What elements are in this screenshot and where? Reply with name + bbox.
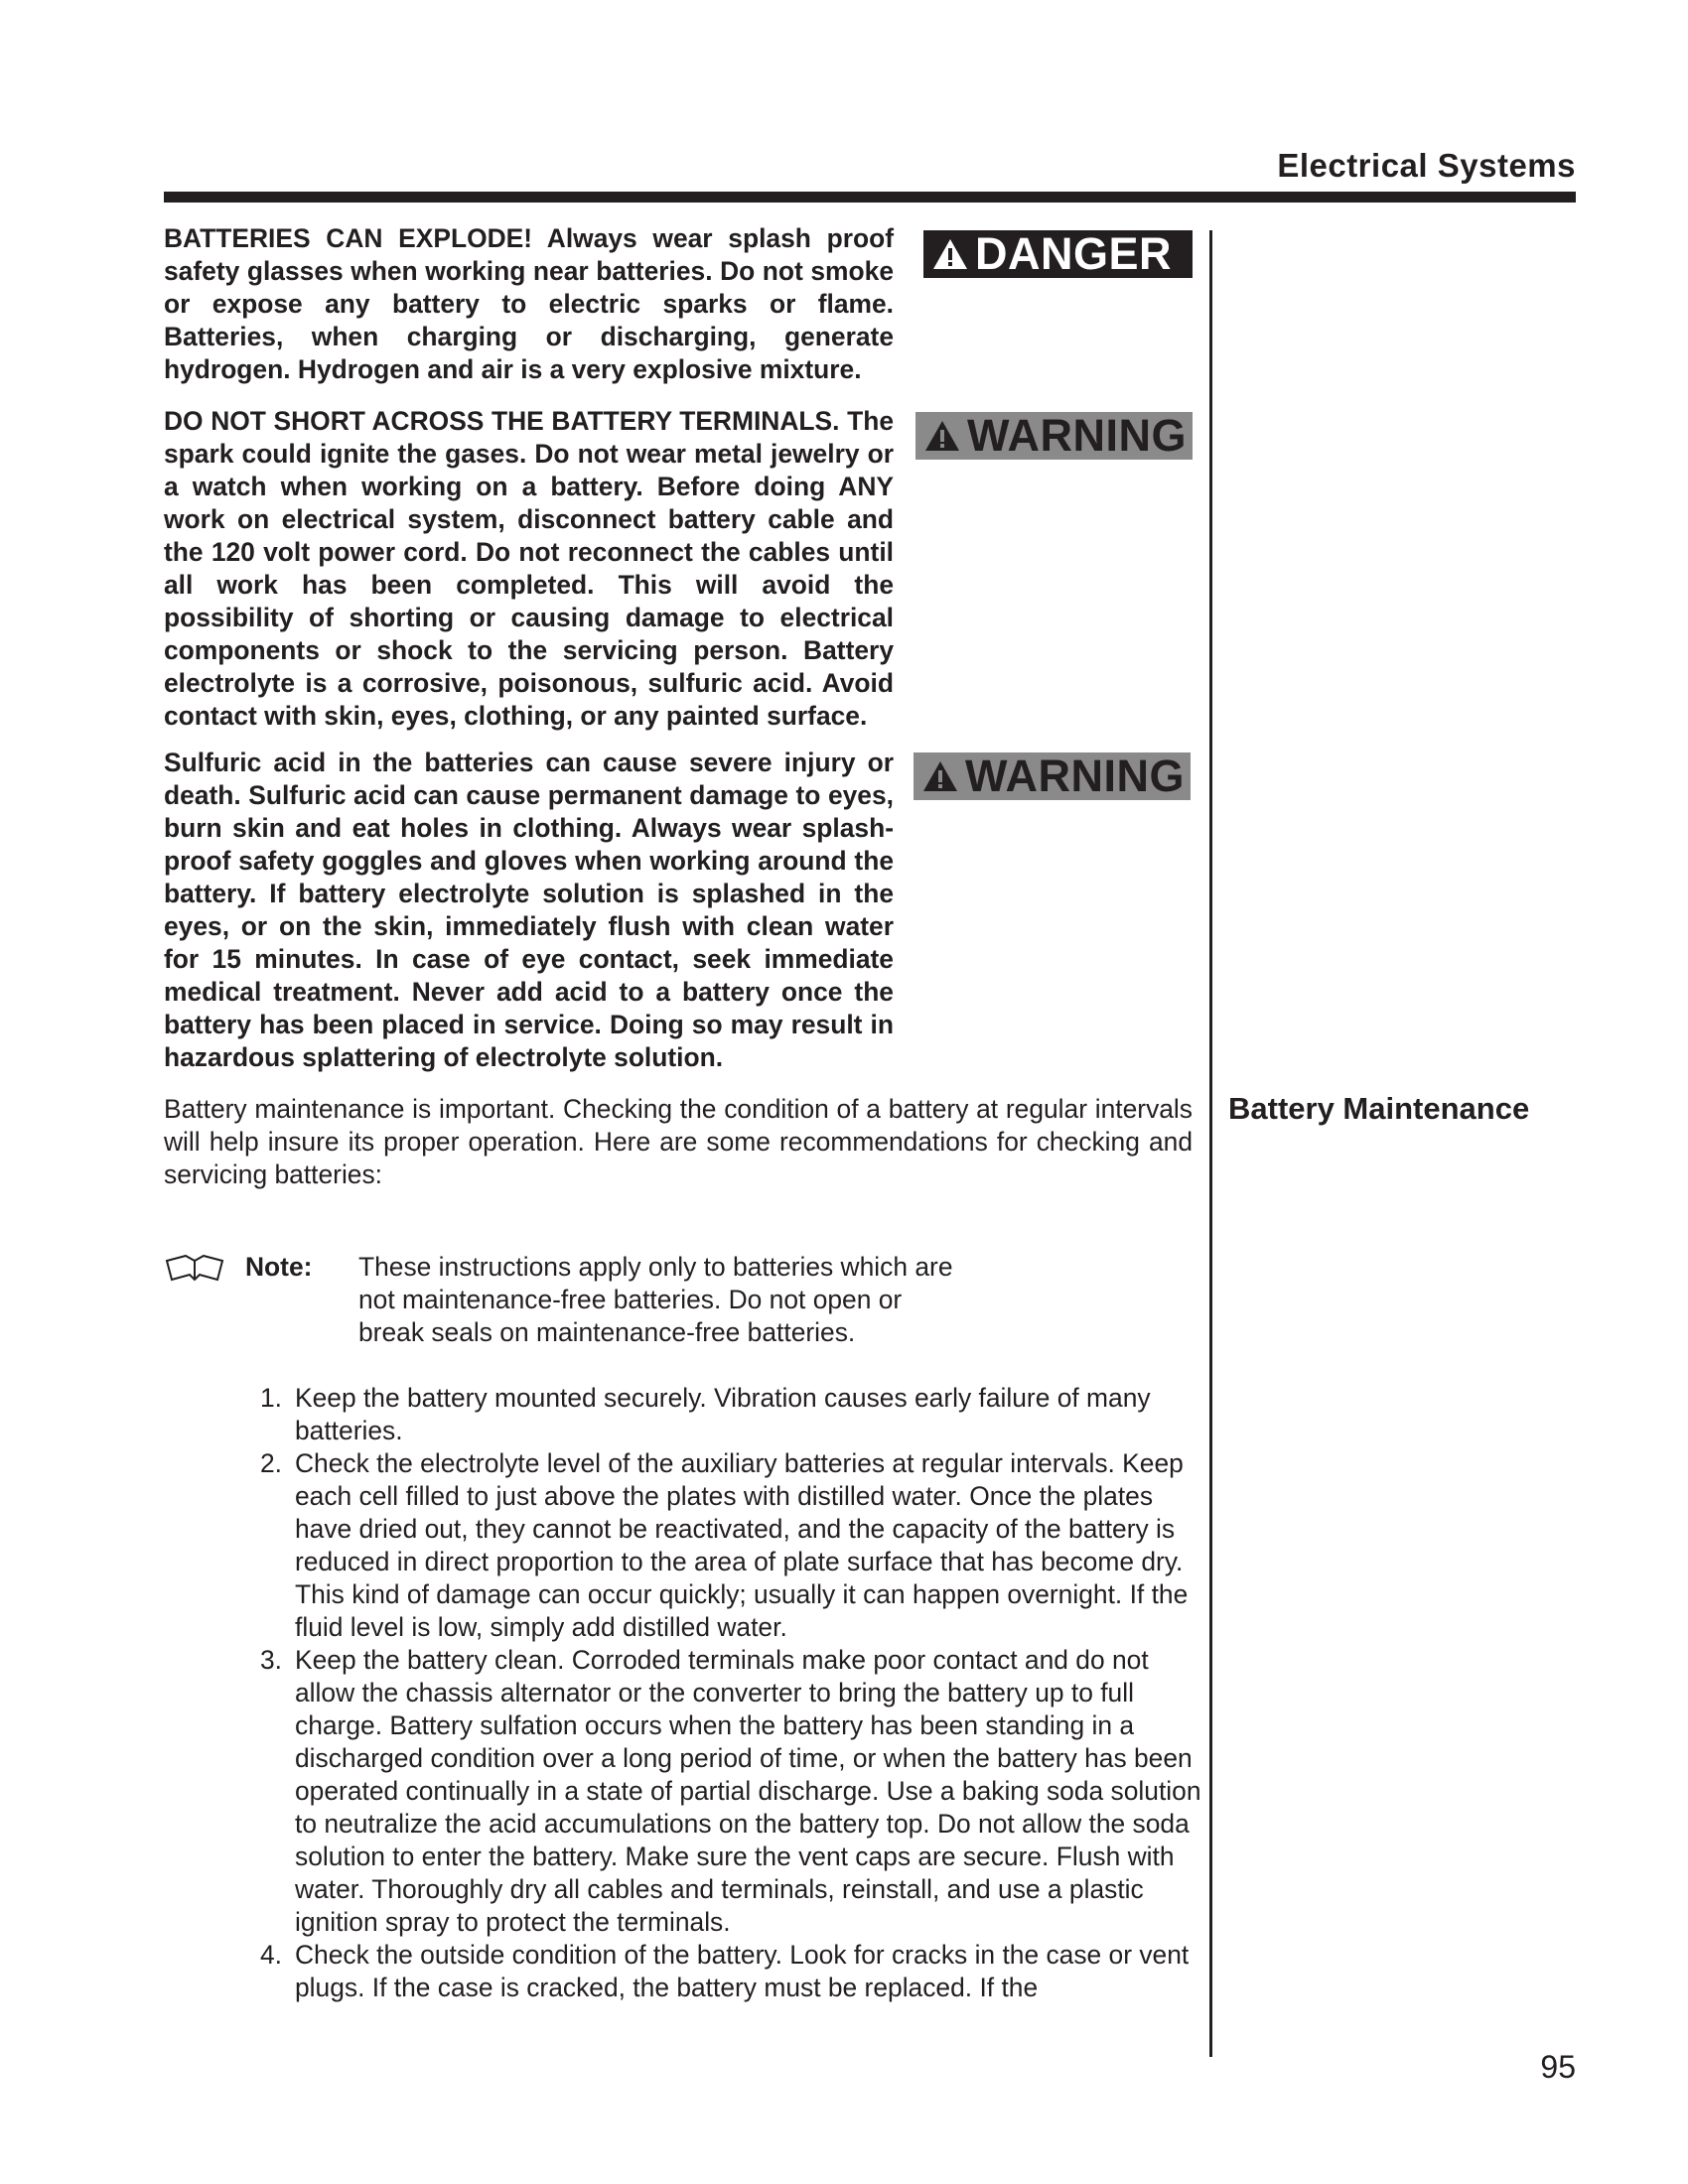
step-text: Check the electrolyte level of the auxiliary batteries at regular intervals. Keep each cell filled to just above the plates with distilled water. Once the plates have dried out, they cannot be reactivated, and the capacity of the battery is reduced in direct proportion to the area of plate surface that has become dry. This kind of damage can occur quickly; usually it can happen overnight. If the fluid level is low, simply add distilled water. (295, 1448, 1189, 1642)
step-number: 3. (260, 1645, 283, 1675)
section-title: Electrical Systems (1277, 147, 1576, 184)
list-item (260, 1382, 1203, 1447)
note-block (164, 1251, 1206, 1360)
step-text: Keep the battery clean. Corroded terminals make poor contact and do not allow the chassis alternator or the converter to bring the battery up to full charge. Battery sulfation occurs when the battery has been standing in a discharged condition over a long period of time, or when the battery has been operated continually in a state of partial discharge. Use a baking soda solution to neutralize the acid accumulations on the battery top. Do not allow the soda solution to enter the battery. Make sure the vent caps are secure. Flush with water. Thoroughly dry all cables and terminals, reinstall, and use a plastic ignition spray to protect the terminals. (295, 1645, 1201, 1937)
warning-badge-1 (915, 412, 1193, 460)
book-icon (164, 1253, 225, 1283)
intro-paragraph: Battery maintenance is important. Checking the condition of a battery at regular intervals will help insure its proper operation. Here are some recommendations for checking and servicing batteries: (164, 1094, 1193, 1189)
battery-maintenance-heading: Battery Maintenance (1228, 1091, 1530, 1126)
list-item (260, 1447, 1203, 1644)
danger-label: DANGER (975, 228, 1173, 279)
note-text: These instructions apply only to batteries which are not maintenance-free batteries. Do not open or break seals on maintenance-free batteries. (358, 1252, 953, 1347)
list-item (260, 1644, 1203, 1939)
warning-triangle-icon (921, 759, 959, 793)
warning-label-1: WARNING (967, 410, 1187, 461)
step-number: 1. (260, 1383, 283, 1413)
step-number: 2. (260, 1448, 283, 1478)
maintenance-steps (260, 1382, 1203, 2004)
danger-text: BATTERIES CAN EXPLODE! Always wear splash proof safety glasses when working near batteries. Do not smoke or expose any battery to electric sparks or flame. Batteries, when charging or discharging, generate hydrogen. Hydrogen and air is a very explosive mixture. (164, 223, 894, 384)
page-number: 95 (1540, 2049, 1576, 2085)
warning-text-2: Sulfuric acid in the batteries can cause severe injury or death. Sulfuric acid can cause permanent damage to eyes, burn skin and eat holes in clothing. Always wear splash-proof safety goggles and gloves when working around the battery. If battery electrolyte solution is splashed in the eyes, or on the skin, immediately flush with clean water for 15 minutes. In case of eye contact, seek immediate medical treatment. Never add acid to a battery once the battery has been placed in service. Doing so may result in hazardous splattering of electrolyte solution. (164, 748, 894, 1072)
step-text: Keep the battery mounted securely. Vibration causes early failure of many batteries. (295, 1383, 1151, 1445)
danger-badge (923, 230, 1193, 278)
warning-text-1: DO NOT SHORT ACROSS THE BATTERY TERMINALS. The spark could ignite the gases. Do not wear metal jewelry or a watch when working on a battery. Before doing ANY work on electrical system, disconnect battery cable and the 120 volt power cord. Do not reconnect the cables until all work has been completed. This will avoid the possibility of shorting or causing damage to electrical components or shock to the servicing person. Battery electrolyte is a corrosive, poisonous, sulfuric acid. Avoid contact with skin, eyes, clothing, or any painted surface. (164, 406, 894, 731)
step-text: Check the outside condition of the battery. Look for cracks in the case or vent plugs. If the case is cracked, the battery must be replaced. If the (295, 1940, 1190, 2002)
warning-label-2: WARNING (965, 751, 1185, 801)
list-item (260, 1939, 1203, 2004)
title-rule (164, 192, 1576, 203)
step-number: 4. (260, 1940, 283, 1970)
column-divider (1209, 230, 1212, 2057)
warning-badge-2 (914, 752, 1191, 800)
warning-triangle-icon (931, 237, 969, 271)
warning-triangle-icon (923, 419, 961, 453)
note-label: Note: (245, 1252, 313, 1282)
